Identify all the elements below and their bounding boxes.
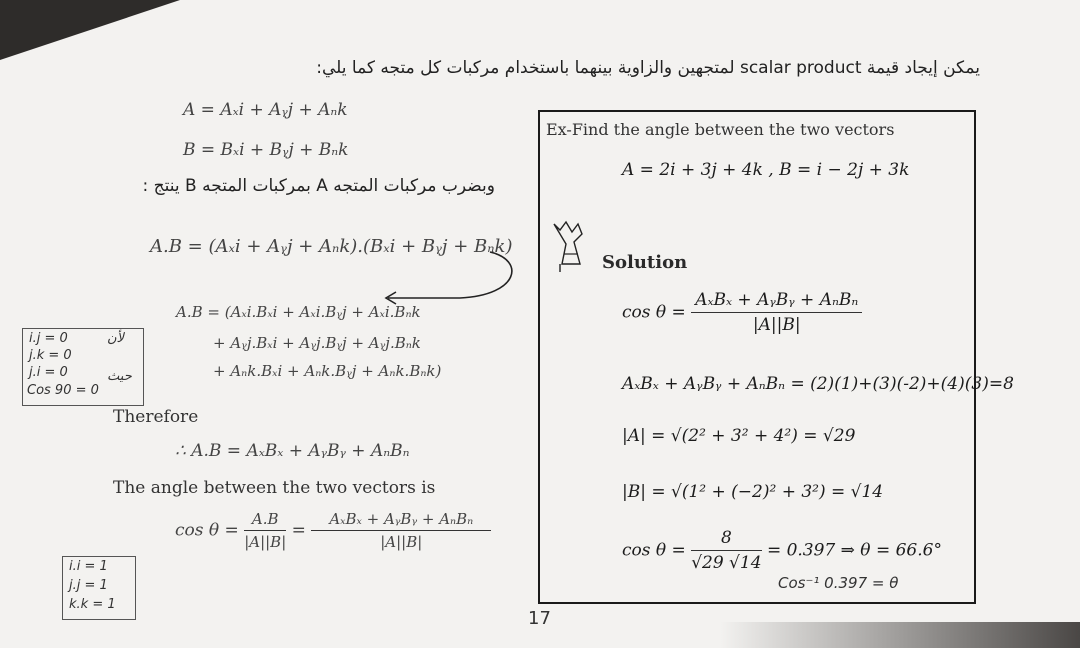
cos-lhs: cos θ = — [622, 540, 686, 561]
dot-product-result: ∴ A.B = AₓBₓ + AᵧBᵧ + AₙBₙ — [175, 441, 410, 461]
note-line: Cos 90 = 0 — [27, 383, 99, 398]
vector-b-definition: B = Bₓi + Bᵧj + Bₙk — [183, 140, 349, 160]
note-arabic-where: حيث — [107, 369, 132, 384]
handwritten-orthogonal-note — [22, 328, 144, 406]
angle-text: The angle between the two vectors is — [113, 478, 436, 498]
note-arabic-because: لأن — [107, 331, 124, 346]
fraction-numerator: AₓBₓ + AᵧBᵧ + AₙBₙ — [691, 290, 862, 313]
annotation-arrow — [380, 240, 540, 310]
dot-product-expression: A.B = (Aₓi + Aᵧj + Aₙk).(Bₓi + Bᵧj + Bₙk) — [150, 236, 513, 257]
solution-label: Solution — [602, 252, 688, 273]
cos-fraction-1 — [244, 510, 286, 551]
example-cos-formula — [622, 290, 862, 335]
note-line: j.i = 0 — [29, 365, 68, 380]
cos-lhs: cos θ = — [622, 302, 686, 323]
unit-note-line: i.i = 1 — [69, 559, 108, 574]
dot-product-calculation: AₓBₓ + AᵧBᵧ + AₙBₙ = (2)(1)+(3)(-2)+(4)(3)=8 — [622, 374, 1014, 394]
cos-lhs: cos θ = — [175, 520, 239, 541]
final-rhs: = 0.397 ⇒ θ = 66.6° — [766, 540, 942, 561]
example-prompt: Ex-Find the angle between the two vectors — [546, 120, 895, 139]
fraction-denominator: √29 √14 — [691, 553, 762, 573]
fraction-numerator: 8 — [691, 528, 761, 551]
magnitude-b: |B| = √(1² + (−2)² + 3²) = √14 — [622, 482, 884, 502]
fraction-numerator: AₓBₓ + AᵧBᵧ + AₙBₙ — [311, 510, 491, 531]
note-line: i.j = 0 — [29, 331, 68, 346]
unit-note-line: j.j = 1 — [69, 578, 108, 593]
final-fraction — [691, 528, 761, 573]
background-corner — [0, 0, 180, 60]
note-line: j.k = 0 — [29, 348, 72, 363]
page-number: 17 — [528, 608, 551, 629]
vector-a-definition: A = Aₓi + Aᵧj + Aₙk — [183, 100, 348, 120]
fraction-denominator: |A||B| — [244, 533, 287, 551]
expansion-line-3: + Aₙk.Bₓi + Aₙk.Bᵧj + Aₙk.Bₙk) — [213, 362, 442, 380]
example-vectors: A = 2i + 3j + 4k , B = i − 2j + 3k — [622, 160, 910, 180]
cos-fraction — [691, 290, 862, 335]
flask-icon — [550, 220, 596, 272]
background-edge — [720, 622, 1080, 648]
expansion-line-1: A.B = (Aₓi.Bₓi + Aₓi.Bᵧj + Aₓi.Bₙk — [176, 303, 421, 321]
handwritten-inverse-cos: Cos⁻¹ 0.397 = θ — [778, 574, 899, 592]
final-result — [622, 528, 942, 573]
expansion-line-2: + Aᵧj.Bₓi + Aᵧj.Bᵧj + Aᵧj.Bₙk — [213, 334, 421, 352]
handwritten-unit-note — [62, 556, 136, 620]
cos-formula-left: cos θ = $\frac{A.B}{|A||B|}$ = $\frac{\text{AₓBₓ + AᵧBᵧ + AₙBₙ}}{|A||B|}$ — [175, 510, 491, 551]
fraction-denominator: |A||B| — [380, 533, 423, 551]
unit-note-line: k.k = 1 — [69, 597, 116, 612]
arabic-multiply-text: وبضرب مركبات المتجه A بمركبات المتجه B ينتج : — [142, 176, 495, 196]
header-arabic-text: يمكن إيجاد قيمة scalar product لمتجهين والزاوية بينهما باستخدام مركبات كل متجه كما يلي: — [316, 58, 980, 78]
example-box — [538, 110, 1014, 604]
cos-fraction-2 — [311, 510, 491, 551]
fraction-numerator: A.B — [244, 510, 286, 531]
magnitude-a: |A| = √(2² + 3² + 4²) = √29 — [622, 426, 856, 446]
therefore-label: Therefore — [113, 407, 199, 427]
fraction-denominator: |A||B| — [752, 315, 801, 335]
